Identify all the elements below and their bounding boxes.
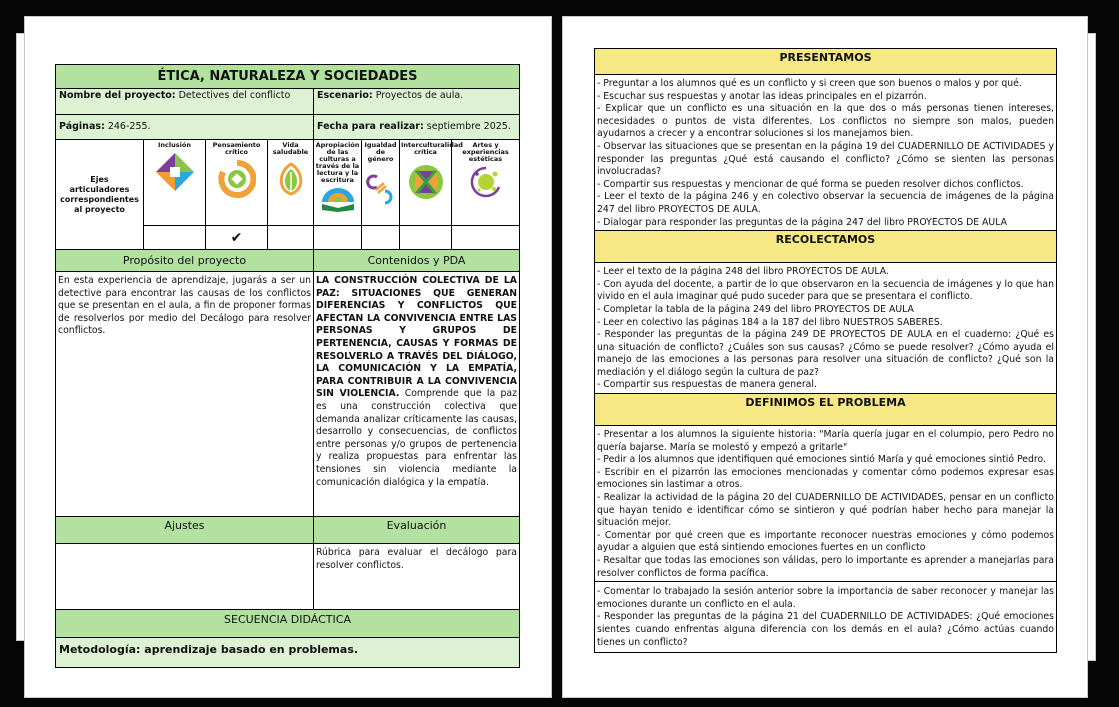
project-table <box>55 64 520 668</box>
date-label: Fecha para realizar: <box>317 121 424 132</box>
list-item: - Preguntar a los alumnos qué es un conflicto y si creen que son buenos o malos y por qué. <box>597 78 1022 89</box>
axis-check-interculturality[interactable] <box>400 226 452 250</box>
list-item: - Comentar lo trabajado la sesión anterior sobre la importancia de saber reconocer y manejar las emociones durante un conflicto en el aula. <box>597 586 1054 610</box>
section-body-next-session <box>595 582 1057 653</box>
purpose-header: Propósito del proyecto <box>56 250 314 272</box>
axis-gender-equality <box>362 140 400 226</box>
list-item: - Leer el texto de la página 248 del libro PROYECTOS DE AULA. <box>597 266 889 278</box>
axis-interculturality <box>400 140 463 226</box>
axis-name: Artes y experiencias estéticas <box>462 141 509 163</box>
axis-arts <box>452 140 520 226</box>
axis-check-gender-equality[interactable] <box>362 226 400 250</box>
date-value: septiembre 2025. <box>426 121 511 132</box>
page-planning-overview <box>24 16 552 698</box>
axis-healthy-life <box>268 140 314 226</box>
axis-name: Inclusión <box>158 141 191 149</box>
section-header-definimos: DEFINIMOS EL PROBLEMA <box>595 394 1057 426</box>
contents-cell <box>314 272 520 517</box>
interculturality-icon <box>408 164 444 200</box>
list-item: - Comentar por qué creen que es importante reconocer nuestras emociones y cómo podemos ayudar a alguien que está sintiendo emociones fuertes en un conflicto <box>597 529 1054 554</box>
axis-name: Interculturalidad crítica <box>401 141 463 156</box>
list-item: - Leer el texto de la página 246 y en colectivo observar la secuencia de imágenes de la página 247 del libro PROYECTOS DE AULA. <box>597 191 1054 215</box>
project-name-label: Nombre del proyecto: <box>59 90 176 101</box>
list-item: - Compartir sus respuestas de manera general. <box>597 379 817 391</box>
contents-pda: Comprende que la paz es una construcción colectiva que demanda analizar críticamente las causas, desarrollo y consecuencias, de conflictos entre personas y/o grupos de pertenencia y realiza propuestas para enfrentar las tensiones sin violencia mediante la comunicación dialógica y la empatía. <box>316 388 517 488</box>
list-item: - Pedir a los alumnos que identifiquen qué emociones sintió María y qué emociones sintió Pedro. <box>597 454 1046 466</box>
pages-label: Páginas: <box>59 121 105 132</box>
list-item: - Responder las preguntas de la página 21 del CUADERNILLO DE ACTIVIDADES: ¿Qué emociones sientes cuando enfrentas alguna diferencia con los demás en el aula? ¿Cómo actúas cuando tienes un conflicto? <box>597 611 1054 648</box>
list-item: - Responder las preguntas de la página 249 DE PROYECTOS DE AULA en el cuaderno: ¿Qué es una situación de conflicto? ¿Cuáles son sus causas? ¿Cómo se puede resolver? ¿Cómo ayuda el manejo de las emociones a las personas para resolver una situación de conflicto? ¿Qué son la mediación y el diálogo según la cultura de paz? <box>597 329 1054 378</box>
evaluation-header: Evaluación <box>314 517 520 544</box>
axis-critical-thinking <box>206 140 268 226</box>
axis-name: Vida saludable <box>272 141 309 156</box>
date-cell <box>314 115 520 140</box>
list-item: - Escribir en el pizarrón las emociones mencionadas y comentar cómo podemos expresar esas emociones sin lastimar a otros. <box>597 466 1054 491</box>
list-item: - Leer en colectivo las páginas 184 a la 187 del libro NUESTROS SABERES. <box>597 316 943 328</box>
list-item: - Resaltar que todas las emociones son válidas, pero lo importante es aprender a manejarlas para resolver conflictos de forma pacífica. <box>597 555 1054 579</box>
list-item: - Completar la tabla de la página 249 del libro PROYECTOS DE AULA <box>597 303 914 315</box>
sequence-table <box>594 48 1057 653</box>
axis-check-inclusion[interactable] <box>144 226 206 250</box>
arts-icon <box>468 165 504 199</box>
axis-reading-writing <box>314 140 362 226</box>
sequence-header: SECUENCIA DIDÁCTICA <box>56 610 520 638</box>
axis-check-arts[interactable] <box>452 226 520 250</box>
adjustments-text <box>56 544 314 610</box>
scenario-cell <box>314 89 520 115</box>
reading-writing-icon <box>320 186 356 212</box>
project-name-value: Detectives del conflicto <box>178 90 291 101</box>
list-item: - Realizar la actividad de la página 20 del CUADERNILLO DE ACTIVIDADES, pensar en un conflicto que hayan tenido e identificar cómo se sintieron y qué podrían haber hecho para manejar la situación mejor. <box>597 492 1054 529</box>
purpose-text: En esta experiencia de aprendizaje, jugarás a ser un detective para encontrar las causas de los conflictos que se presentan en el aula, a fin de proponer formas de resolverlos por medio del Decálogo para resolver conflictos. <box>56 272 314 517</box>
list-item: - Explicar que un conflicto es una situación en la que dos o más personas tienen intereses, necesidades o puntos de vista diferentes. Los conflictos no siempre son malos, pueden ayudarnos a crecer y a encontrar soluciones si los manejamos bien. <box>597 103 1054 140</box>
scenario-label: Escenario: <box>317 90 373 101</box>
pages-value: 246-255. <box>107 121 151 132</box>
subject-title: ÉTICA, NATURALEZA Y SOCIEDADES <box>56 65 520 89</box>
axis-inclusion <box>144 140 206 226</box>
section-body-definimos <box>595 426 1057 582</box>
gender-equality-icon <box>366 171 396 205</box>
list-item: - Escuchar sus respuestas y anotar las ideas principales en el pizarrón. <box>597 90 927 102</box>
axis-check-critical-thinking[interactable]: ✔ <box>206 226 268 250</box>
list-item: - Dialogar para responder las preguntas de la página 247 del libro PROYECTOS DE AULA <box>597 216 1007 228</box>
scenario-value: Proyectos de aula. <box>375 90 464 101</box>
section-body-recolectamos <box>595 263 1057 394</box>
axis-check-reading-writing[interactable] <box>314 226 362 250</box>
project-name-cell <box>56 89 314 115</box>
section-header-recolectamos: RECOLECTAMOS <box>595 231 1057 263</box>
section-header-presentamos: PRESENTAMOS <box>595 49 1057 75</box>
contents-header: Contenidos y PDA <box>314 250 520 272</box>
axis-name: Igualdad de género <box>364 141 397 163</box>
critical-thinking-icon <box>218 160 256 198</box>
pages-cell <box>56 115 314 140</box>
methodology: Metodología: aprendizaje basado en problemas. <box>56 638 520 668</box>
list-item: - Con ayuda del docente, a partir de lo que observaron en la secuencia de imágenes y lo que han vivido en el aula imaginar qué pudo suceder para que se presentara el conflicto. <box>597 278 1054 303</box>
evaluation-text: Rúbrica para evaluar el decálogo para resolver conflictos. <box>314 544 520 610</box>
adjustments-header: Ajustes <box>56 517 314 544</box>
section-body-presentamos <box>595 75 1057 231</box>
healthy-life-icon <box>274 160 308 198</box>
axis-name: Pensamiento crítico <box>212 141 261 156</box>
inclusion-icon <box>156 153 194 191</box>
axis-name: Apropiación de las culturas a través de la lectura y la escritura <box>315 141 360 184</box>
axis-check-healthy-life[interactable] <box>268 226 314 250</box>
contents-title: LA CONSTRUCCIÓN COLECTIVA DE LA PAZ: SITUACIONES QUE GENERAN DIFERENCIAS Y CONFLICTOS QUE AFECTAN LA CONVIVENCIA ENTRE LAS PERSONAS Y GRUPOS DE PERTENENCIA, CAUSAS Y FORMAS DE RESOLVERLO A TRAVÉS DEL DIÁLOGO, LA COMUNICACIÓN Y LA EMPATÍA, PARA CONTRIBUIR A LA CONVIVENCIA SIN VIOLENCIA. <box>316 275 517 400</box>
axes-label: Ejes articuladores correspondientes al proyecto <box>56 140 144 250</box>
list-item: - Presentar a los alumnos la siguiente historia: "María quería jugar en el columpio, pero Pedro no quería bajarse. María se molestó y empezó a gritarle" <box>597 429 1054 453</box>
list-item: - Observar las situaciones que se presentan en la página 19 del CUADERNILLO DE ACTIVIDADES y responder las preguntas ¿Qué está causando el conflicto? ¿Cómo se sienten las personas involucradas? <box>597 140 1054 178</box>
page-didactic-sequence <box>562 16 1088 698</box>
list-item: - Compartir sus respuestas y mencionar de qué forma se pueden resolver dichos conflictos. <box>597 178 1024 190</box>
